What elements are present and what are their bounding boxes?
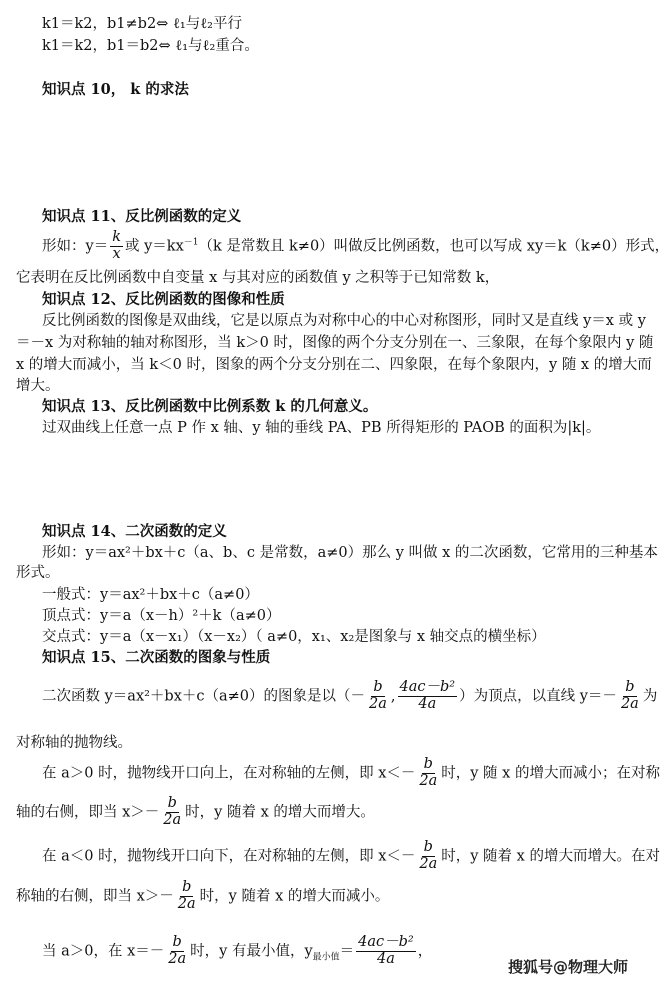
watermark: 搜狐号@物理大师 <box>507 958 628 976</box>
prop12-line1: 反比例函数的图像是双曲线，它是以原点为对称中心的中心对称图形，同时又是直线 y＝x 或 y <box>42 313 646 329</box>
frac-num: 4ac－b² <box>399 679 456 695</box>
prop12-line4: 增大。 <box>16 378 60 394</box>
fraction-b-over-2a <box>176 880 198 913</box>
fraction-b-over-2a <box>367 680 389 713</box>
def-inverse-line2: 它表明在反比例函数中自变量 x 与其对应的函数值 y 之积等于已知常数 k， <box>16 270 500 286</box>
frac-den: 4a <box>377 950 395 967</box>
text: 在 a＜0 时，抛物线开口向下，在对称轴的左侧，即 x＜－ <box>42 848 416 865</box>
text: ， <box>417 943 433 960</box>
heading-10: 知识点 10， k 的求法 <box>42 81 189 98</box>
text: ）为顶点，以直线 y＝－ <box>459 688 617 705</box>
graph-line2: 对称轴的抛物线。 <box>16 735 132 751</box>
neg-a-line2 <box>16 880 389 913</box>
def-quad-line1: 形如：y＝ax²＋bx＋c（a、b、c 是常数，a≠0）那么 y 叫做 x 的二次函数，它常用的三种基本 <box>42 545 658 561</box>
text: 时，y 随着 x 的增大而减小。 <box>199 888 390 905</box>
text: ＝ <box>339 943 355 960</box>
frac-den: 2a <box>419 772 438 789</box>
fraction-vertex-y <box>398 680 458 713</box>
text: 时，y 随 x 的增大而减小；在对称 <box>441 765 660 782</box>
neg-a-line1 <box>42 840 660 873</box>
text: 为 <box>642 688 658 705</box>
def-pre: 形如：y＝ <box>42 238 109 255</box>
def-tail: （k 是常数且 k≠0）叫做反比例函数，也可以写成 xy＝k（k≠0）形式， <box>198 238 669 255</box>
line-coincide: k1＝k2，b1＝b2⇔ ℓ₁与ℓ₂重合。 <box>42 38 259 54</box>
text: 轴的右侧，即当 x＞－ <box>16 804 160 821</box>
graph-line1: 二次函数 y＝ax²＋bx＋c（a≠0）的图象是以（－ $\frac{b}{2a}$ , $\frac{\text{4ac－b²}}{4a}$ ）为顶点，以直线 y＝－ $\frac{b}{2a}$ 为 <box>42 679 658 712</box>
fraction-b-over-2a <box>161 796 183 829</box>
exponent: －1 <box>183 237 199 248</box>
fraction-b-over-2a <box>166 935 188 968</box>
frac-den: 2a <box>419 855 438 872</box>
def-inverse-line1 <box>42 230 669 263</box>
text: 时，y 有最小值，y <box>190 943 313 960</box>
min-value-line <box>42 935 432 968</box>
prop12-line2: ＝－x 为对称轴的轴对称图形，当 k＞0 时，图像的两个分支分别在一、三象限，在每个象限内 y 随 <box>16 335 654 351</box>
heading-15: 知识点 15、二次函数的图象与性质 <box>42 649 271 666</box>
text: 时，y 随着 x 的增大而增大。在对 <box>441 848 660 865</box>
frac-num: 4ac－b² <box>358 934 414 950</box>
frac-den: 2a <box>177 895 196 912</box>
text: 在 a＞0 时，抛物线开口向上，在对称轴的左侧，即 x＜－ <box>42 765 416 782</box>
frac-num: b <box>625 679 635 695</box>
heading-13: 知识点 13、反比例函数中比例系数 k 的几何意义。 <box>42 398 378 415</box>
def-post: 或 y＝kx <box>125 238 184 255</box>
subscript-min: 最小值 <box>312 952 340 963</box>
frac-num: b <box>423 839 433 855</box>
heading-11: 知识点 11、反比例函数的定义 <box>42 208 242 225</box>
frac-num: b <box>373 679 383 695</box>
fraction-b-over-2a <box>417 840 439 873</box>
form-vertex: 顶点式：y＝a（x－h）²＋k（a≠0） <box>42 608 281 624</box>
frac-num: k <box>112 229 121 245</box>
frac-den: 2a <box>168 950 187 967</box>
fraction-vertex-y <box>356 935 416 968</box>
text: 二次函数 y＝ax²＋bx＋c（a≠0）的图象是以（－ <box>42 688 366 705</box>
form-general: 一般式：y＝ax²＋bx＋c（a≠0） <box>42 587 259 603</box>
heading-14: 知识点 14、二次函数的定义 <box>42 523 227 540</box>
frac-den: 2a <box>620 695 639 712</box>
fraction-k-over-x <box>110 230 123 263</box>
frac-den: 2a <box>163 811 182 828</box>
fraction-b-over-2a <box>619 680 641 713</box>
pos-a-line2 <box>16 796 375 829</box>
frac-num: b <box>182 879 192 895</box>
frac-num: b <box>423 756 433 772</box>
frac-den: 4a <box>418 695 437 712</box>
fraction-b-over-2a <box>417 757 439 790</box>
geom-meaning: 过双曲线上任意一点 P 作 x 轴、y 轴的垂线 PA、PB 所得矩形的 PAOB 的面积为|k|。 <box>42 420 601 436</box>
prop12-line3: x 的增大而减小，当 k＜0 时，图象的两个分支分别在二、四象限，在每个象限内，y 随 x 的增大而 <box>16 357 652 373</box>
text: 时，y 随着 x 的增大而增大。 <box>185 804 375 821</box>
form-intercept: 交点式：y＝a（x－x₁）（x－x₂）（ a≠0，x₁、x₂是图象与 x 轴交点的横坐标） <box>42 629 546 645</box>
text: 称轴的右侧，即当 x＞－ <box>16 888 174 905</box>
frac-num: b <box>167 795 177 811</box>
text: 当 a＞0，在 x＝－ <box>42 943 165 960</box>
frac-den: x <box>112 245 121 262</box>
pos-a-line1 <box>42 757 660 790</box>
line-parallel: k1＝k2，b1≠b2⇔ ℓ₁与ℓ₂平行 <box>42 16 242 32</box>
heading-12: 知识点 12、反比例函数的图像和性质 <box>42 291 285 308</box>
frac-num: b <box>172 934 182 950</box>
frac-den: 2a <box>369 695 387 712</box>
def-quad-line2: 形式。 <box>16 565 60 581</box>
